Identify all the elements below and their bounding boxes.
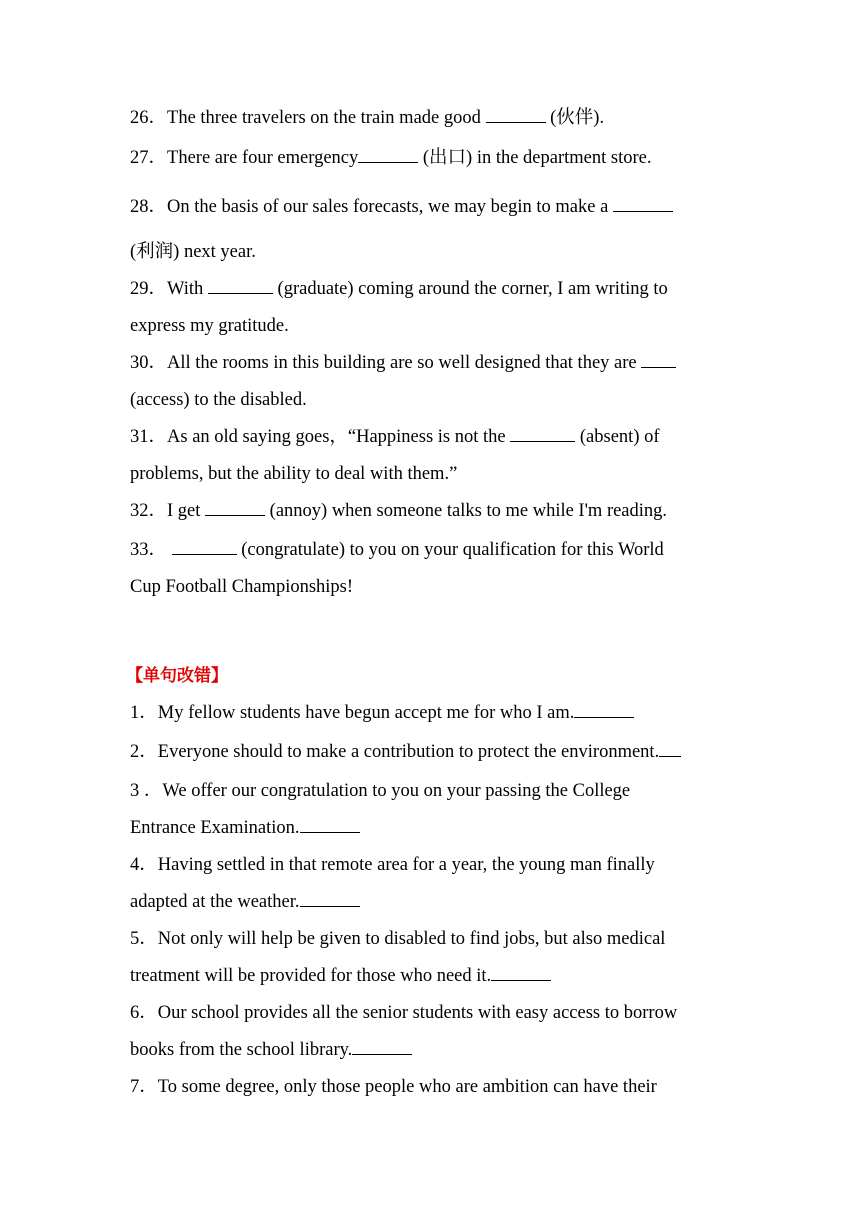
question-29: 29．With (graduate) coming around the corner, I am writing to: [130, 279, 668, 299]
document-page: [126, 100, 730, 1106]
answer-blank[interactable]: [574, 701, 634, 718]
correction-4: 4．Having settled in that remote area for a year, the young man finally: [130, 855, 655, 875]
answer-blank[interactable]: [641, 351, 676, 368]
answer-blank[interactable]: [205, 499, 265, 516]
section-spacer: [130, 606, 730, 658]
question-32: 32．I get (annoy) when someone talks to me while I'm reading.: [130, 501, 668, 521]
question-28: 28．On the basis of our sales forecasts, we may begin to make a: [130, 189, 730, 226]
answer-blank[interactable]: [613, 195, 673, 212]
answer-blank[interactable]: [172, 538, 237, 555]
question-27: 27．There are four emergency (出口) in the department store.: [130, 148, 652, 168]
question-29-cont: express my gratitude.: [130, 316, 289, 336]
correction-3: 3 ．We offer our congratulation to you on your passing the College: [130, 781, 631, 801]
correction-2: 2．Everyone should to make a contribution to protect the environment.: [130, 734, 730, 771]
question-31: 31．As an old saying goes，“Happiness is not the (absent) of: [130, 427, 660, 447]
answer-blank[interactable]: [208, 277, 273, 294]
answer-blank[interactable]: [300, 890, 360, 907]
correction-6: 6．Our school provides all the senior students with easy access to borrow: [130, 1003, 678, 1023]
answer-blank[interactable]: [491, 964, 551, 981]
answer-blank[interactable]: [486, 106, 546, 123]
answer-blank[interactable]: [358, 146, 418, 163]
question-28-cont: (利润) next year.: [130, 242, 256, 262]
question-33-cont: Cup Football Championships!: [130, 577, 354, 597]
answer-blank[interactable]: [510, 425, 575, 442]
correction-3-cont: Entrance Examination.: [130, 810, 730, 847]
correction-6-cont: books from the school library.: [130, 1032, 730, 1069]
correction-5-cont: treatment will be provided for those who need it.: [130, 958, 730, 995]
answer-blank[interactable]: [659, 740, 681, 757]
question-30-cont: (access) to the disabled.: [130, 390, 307, 410]
correction-5: 5．Not only will help be given to disabled to find jobs, but also medical: [130, 929, 666, 949]
correction-1: 1．My fellow students have begun accept me for who I am.: [130, 695, 730, 732]
answer-blank[interactable]: [300, 816, 360, 833]
answer-blank[interactable]: [352, 1038, 412, 1055]
question-26: 26．The three travelers on the train made good (伙伴).: [130, 108, 605, 128]
correction-7: 7．To some degree, only those people who are ambition can have their: [130, 1077, 657, 1097]
question-30: 30．All the rooms in this building are so well designed that they are: [130, 345, 730, 382]
correction-4-cont: adapted at the weather.: [130, 884, 730, 921]
question-33: 33． (congratulate) to you on your qualification for this World: [130, 540, 664, 560]
section-title: 【单句改错】: [126, 666, 228, 686]
question-31-cont: problems, but the ability to deal with them.”: [130, 464, 458, 484]
